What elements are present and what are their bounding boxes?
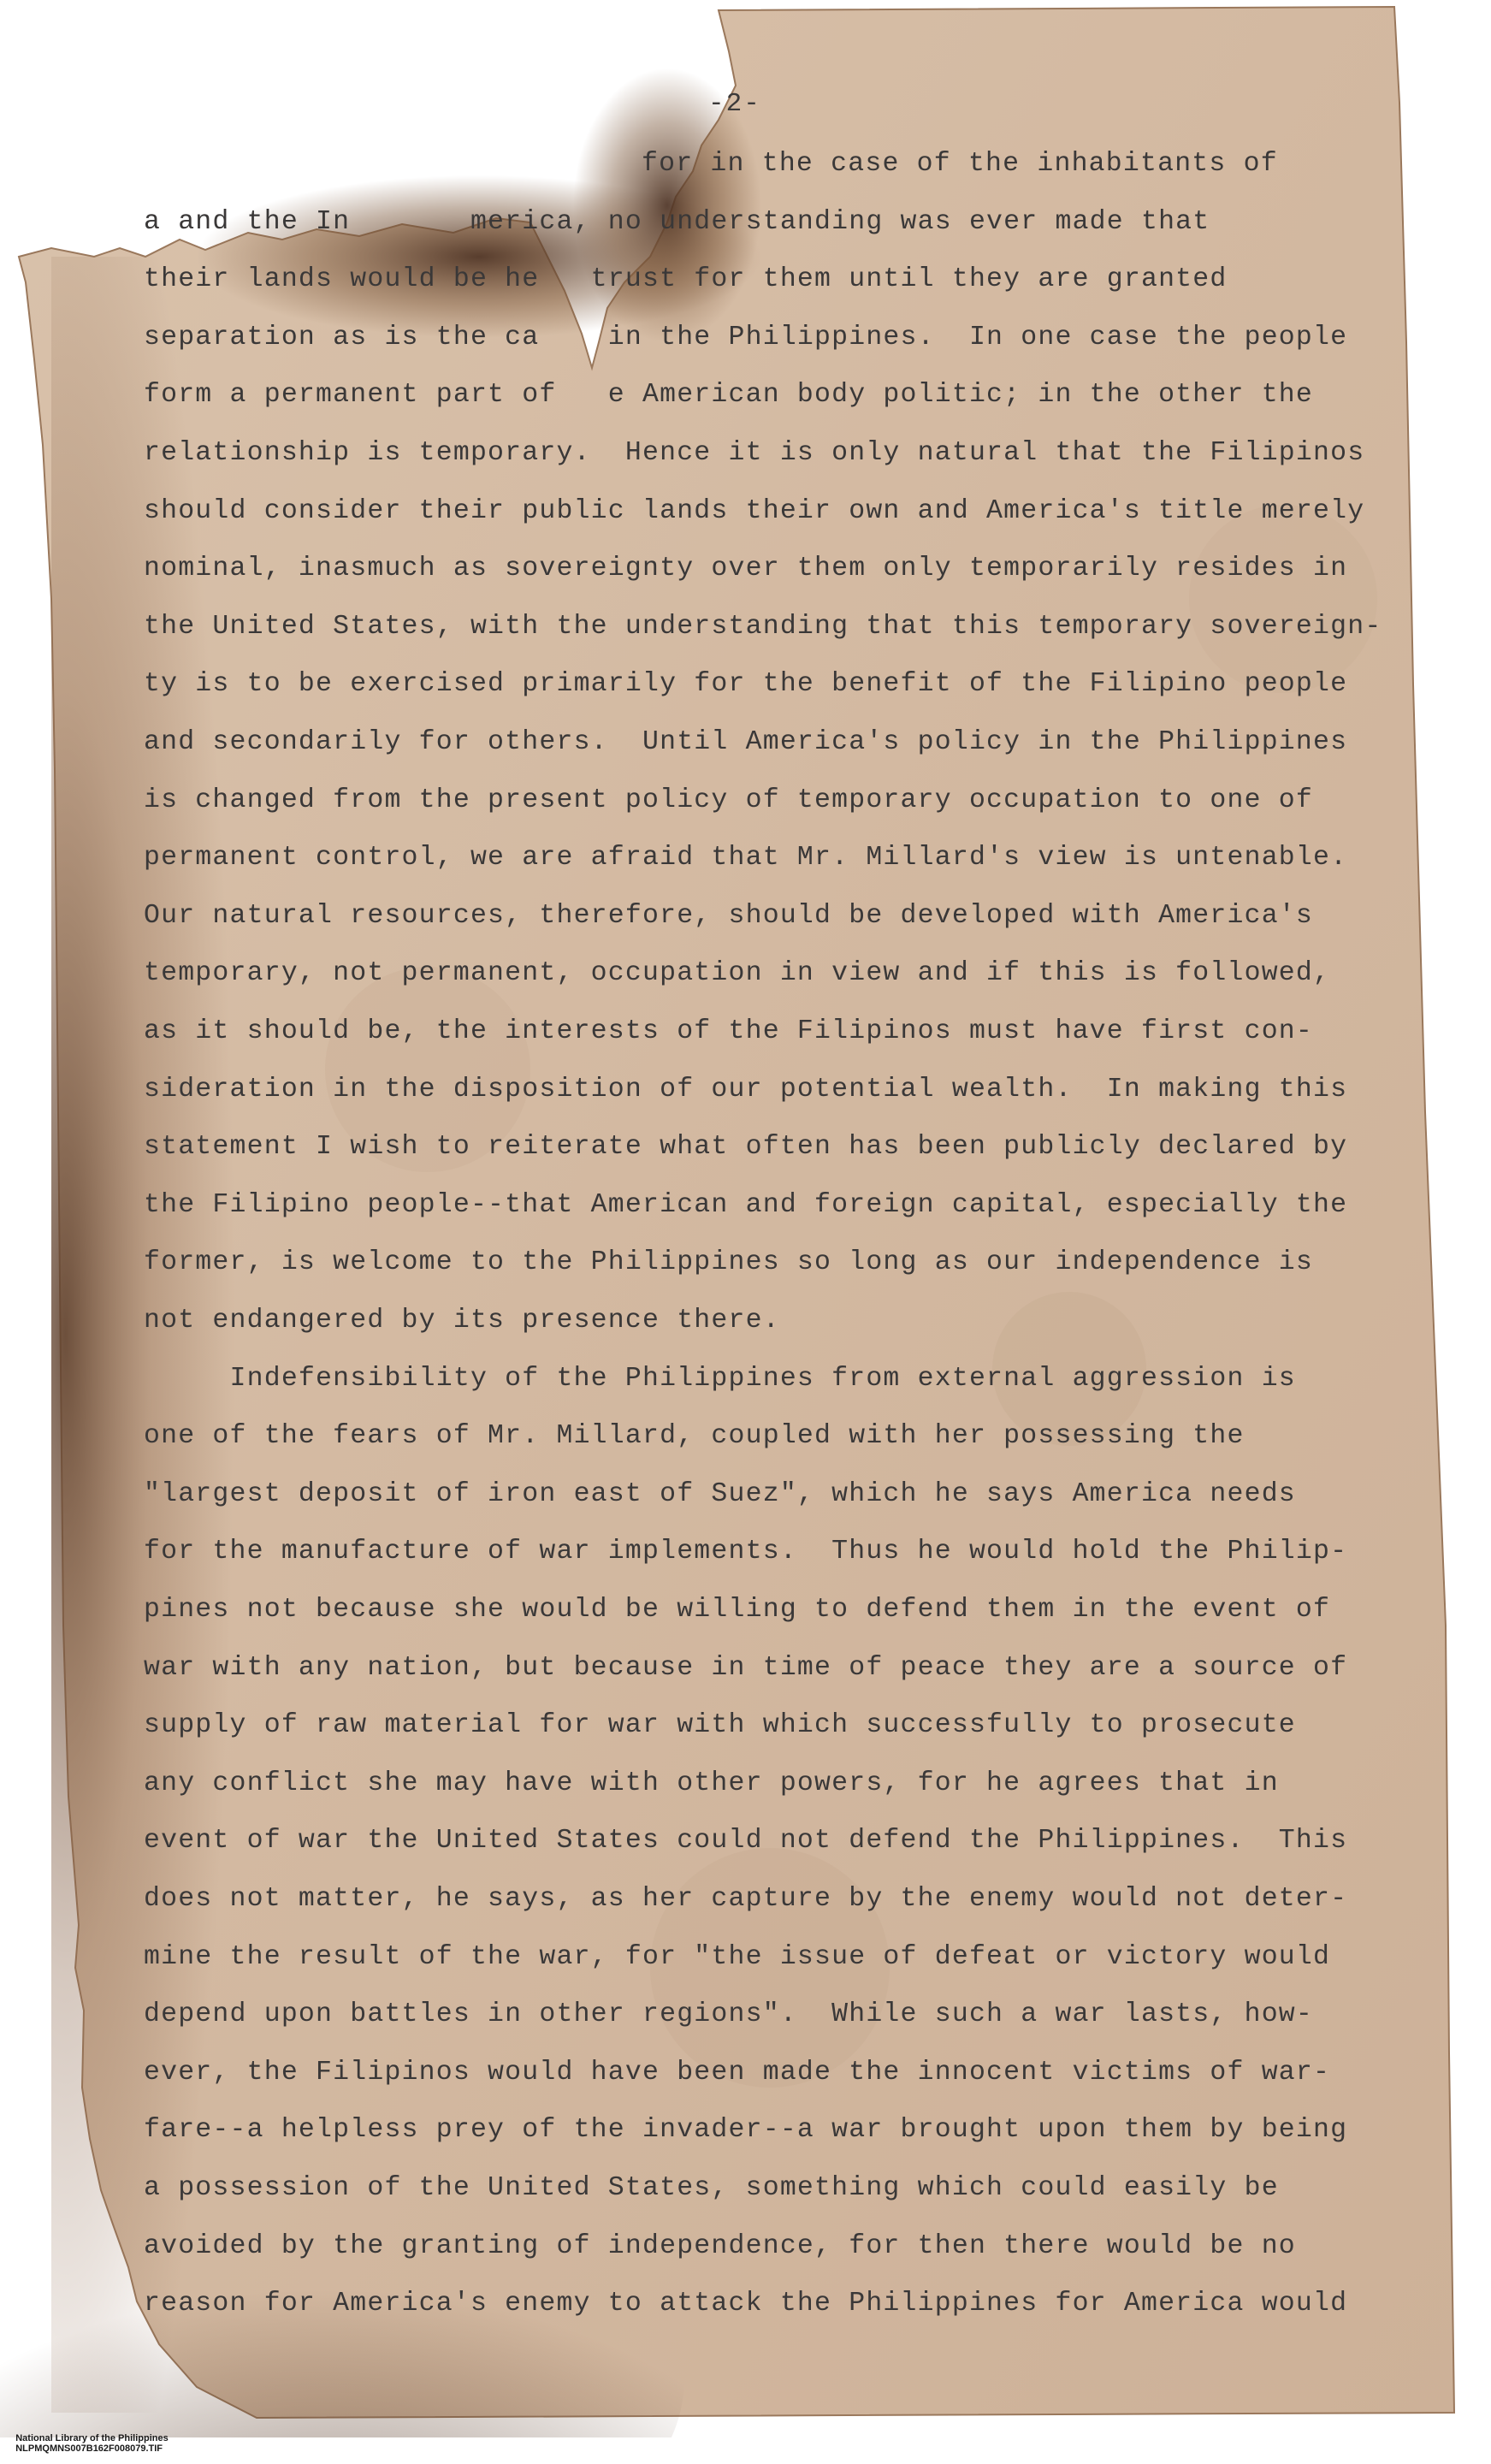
text-line: fare--a helpless prey of the invader--a war brought upon them by being xyxy=(144,2115,1348,2145)
text-line: is changed from the present policy of temporary occupation to one of xyxy=(144,785,1314,815)
text-line: nominal, inasmuch as sovereignty over them only temporarily resides in xyxy=(144,554,1348,583)
text-line: reason for America's enemy to attack the Philippines for America would xyxy=(144,2289,1348,2319)
text-line: war with any nation, but because in time of peace they are a source of xyxy=(144,1653,1348,1683)
text-line: pines not because she would be willing to defend them in the event of xyxy=(144,1595,1331,1625)
text-line: temporary, not permanent, occupation in view and if this is followed, xyxy=(144,958,1331,988)
text-line: mine the result of the war, for "the issue of defeat or victory would xyxy=(144,1942,1331,1972)
text-line: the United States, with the understanding that this temporary sovereign- xyxy=(144,612,1382,642)
text-line: supply of raw material for war with which successfully to prosecute xyxy=(144,1710,1296,1740)
text-line: permanent control, we are afraid that Mr. Millard's view is untenable. xyxy=(144,843,1348,873)
text-line: their lands would be he trust for them until they are granted xyxy=(144,264,1228,294)
text-line: form a permanent part of e American body politic; in the other the xyxy=(144,380,1314,410)
text-line: separation as is the ca in the Philippines. In one case the people xyxy=(144,323,1348,352)
library-name: National Library of the Philippines xyxy=(15,2433,169,2443)
text-line: a and the In merica, no understanding was ever made that xyxy=(144,207,1210,237)
text-line: Our natural resources, therefore, should be developed with America's xyxy=(144,901,1314,931)
file-identifier: NLPMQMNS007B162F008079.TIF xyxy=(15,2443,163,2454)
text-line: the Filipino people--that American and foreign capital, especially the xyxy=(144,1190,1348,1220)
text-line: one of the fears of Mr. Millard, coupled with her possessing the xyxy=(144,1421,1245,1451)
text-line: event of war the United States could not defend the Philippines. This xyxy=(144,1826,1348,1856)
text-line: a possession of the United States, something which could easily be xyxy=(144,2173,1279,2203)
text-line: depend upon battles in other regions". While such a war lasts, how- xyxy=(144,1999,1314,2029)
page-number: -2- xyxy=(708,89,761,119)
text-line: for the manufacture of war implements. Thus he would hold the Philip- xyxy=(144,1537,1348,1567)
text-line: should consider their public lands their own and America's title merely xyxy=(144,496,1365,526)
text-line: does not matter, he says, as her capture by the enemy would not deter- xyxy=(144,1884,1348,1914)
text-line: avoided by the granting of independence, for then there would be no xyxy=(144,2231,1296,2261)
archive-footer xyxy=(5,2423,184,2464)
text-line: statement I wish to reiterate what often has been publicly declared by xyxy=(144,1132,1348,1162)
text-line: Indefensibility of the Philippines from external aggression is xyxy=(144,1364,1296,1394)
text-line: for in the case of the inhabitants of xyxy=(642,149,1278,179)
text-line: as it should be, the interests of the Filipinos must have first con- xyxy=(144,1016,1314,1046)
text-line: ty is to be exercised primarily for the benefit of the Filipino people xyxy=(144,669,1348,699)
text-line: any conflict she may have with other powers, for he agrees that in xyxy=(144,1768,1279,1798)
paper-spot xyxy=(1189,505,1377,693)
text-line: relationship is temporary. Hence it is only natural that the Filipinos xyxy=(144,438,1365,468)
text-line: not endangered by its presence there. xyxy=(144,1306,780,1336)
text-line: "largest deposit of iron east of Suez", which he says America needs xyxy=(144,1479,1296,1509)
text-line: former, is welcome to the Philippines so long as our independence is xyxy=(144,1247,1314,1277)
text-line: ever, the Filipinos would have been made the innocent victims of war- xyxy=(144,2058,1331,2088)
text-line: and secondarily for others. Until America's policy in the Philippines xyxy=(144,727,1348,757)
text-line: sideration in the disposition of our potential wealth. In making this xyxy=(144,1075,1348,1105)
